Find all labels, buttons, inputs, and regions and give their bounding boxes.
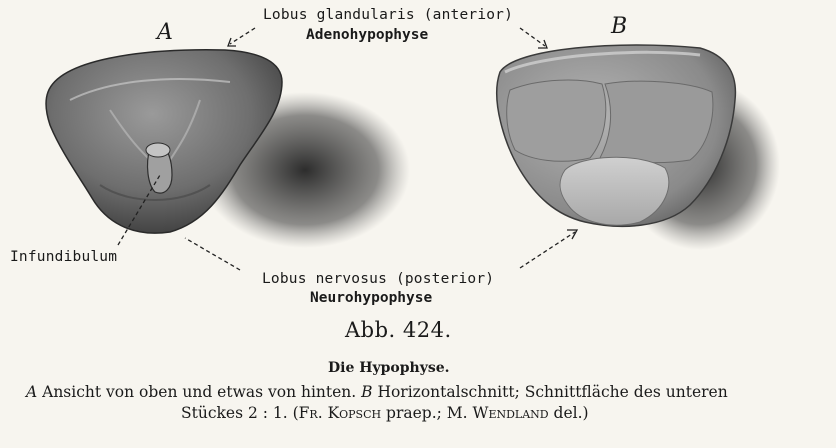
caption-line-2-text-3: del.) bbox=[548, 404, 589, 422]
caption-line-1-text-2: Horizontalschnitt; Schnittfläche des unteren bbox=[372, 383, 728, 401]
leader-anterior-left bbox=[230, 28, 255, 44]
caption-title: Die Hypophyse. bbox=[328, 360, 450, 376]
leader-anterior-right bbox=[520, 28, 545, 46]
label-lobus-nervosus: Lobus nervosus (posterior) bbox=[262, 271, 495, 287]
caption-letter-a: A bbox=[26, 383, 38, 401]
leader-posterior-right bbox=[520, 232, 575, 268]
arrowhead-posterior-right bbox=[567, 230, 577, 239]
caption-letter-b: B bbox=[361, 383, 373, 401]
caption-line-1 bbox=[26, 383, 728, 401]
caption-illustrator: Wendland bbox=[472, 404, 549, 422]
leader-posterior-left bbox=[185, 238, 240, 270]
figure-number: Abb. 424. bbox=[345, 318, 452, 342]
specimen-b-drawing bbox=[497, 45, 780, 250]
caption-line-2-text-1: Stückes 2 : 1. ( bbox=[181, 404, 299, 422]
specimen-b-cut-right bbox=[600, 81, 713, 162]
specimen-b-cut-left bbox=[507, 80, 606, 161]
caption-line-2-text-2: praep.; M. bbox=[381, 404, 473, 422]
specimen-a-drawing bbox=[46, 50, 410, 248]
label-adenohypophyse: Adenohypophyse bbox=[306, 27, 429, 43]
label-specimen-b: B bbox=[611, 14, 628, 39]
caption-preparator: Fr. Kopsch bbox=[298, 404, 382, 422]
label-lobus-glandularis: Lobus glandularis (anterior) bbox=[263, 7, 514, 23]
caption-line-1-text-1: Ansicht von oben und etwas von hinten. bbox=[37, 383, 362, 401]
specimen-a-infundibulum-top bbox=[146, 143, 170, 157]
label-infundibulum: Infundibulum bbox=[10, 249, 118, 265]
label-neurohypophyse: Neurohypophyse bbox=[310, 290, 433, 306]
arrowhead-anterior-left bbox=[228, 38, 236, 46]
caption-line-2 bbox=[181, 404, 589, 422]
label-specimen-a: A bbox=[157, 20, 173, 45]
